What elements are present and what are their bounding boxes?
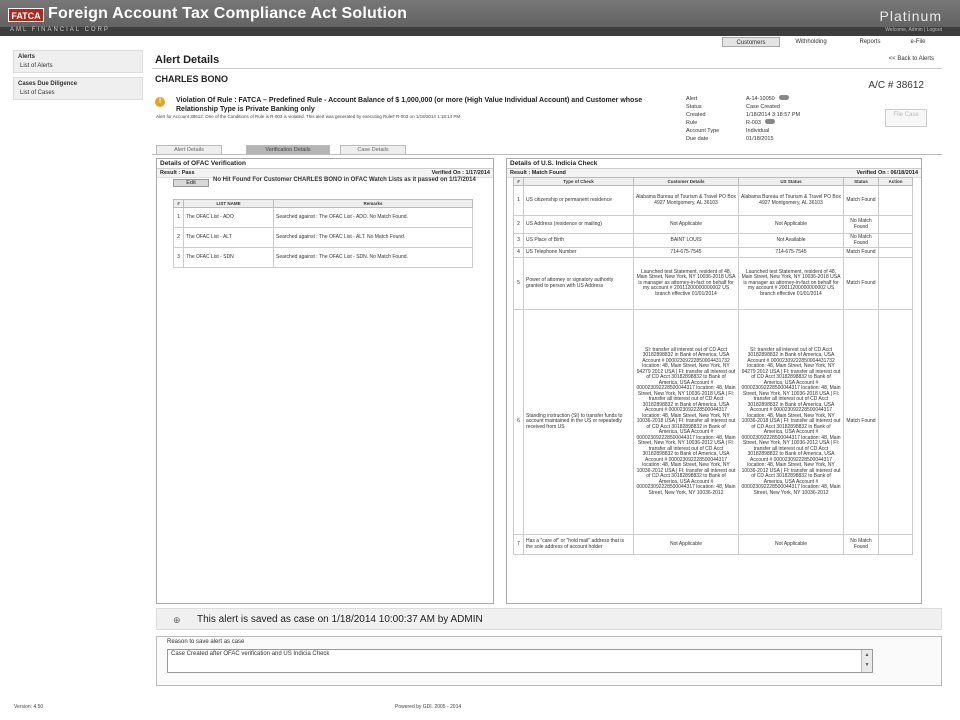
ofac-col-list: LIST NAME [184,200,274,208]
sidebar [13,50,143,104]
app-title: Foreign Account Tax Compliance Act Solution [48,5,408,22]
info-key: Created [686,112,706,118]
cell-type: US citizenship or permanent residence [524,186,634,216]
cell-action[interactable] [879,186,913,216]
reason-textarea[interactable]: Case Created after OFAC verification and US Indicia Check [167,649,873,673]
cell-customer: 714-675-7545 [634,248,739,258]
table-row [174,228,473,248]
sidebar-item-list-of-alerts[interactable]: List of Alerts [20,63,53,69]
info-row-alert [686,95,876,103]
page-title: Alert Details [155,54,220,66]
warning-icon: ! [155,97,165,107]
cell-type: Standing instruction (SI) to transfer funds to account maintained in the US or repeatedly received from US [524,310,634,535]
ofac-verified: Verified On : 1/17/2014 [431,170,490,176]
fatca-logo: FATCA [8,8,44,22]
cell-num: 1 [174,208,184,228]
info-value: 01/18/2015 [746,136,774,142]
info-value: R-003 [746,120,761,126]
info-row-due-date [686,135,876,143]
cell-num: 2 [174,228,184,248]
ofac-panel [156,158,494,604]
cell-action[interactable] [879,234,913,248]
info-row-account-type [686,127,876,135]
info-value: 1/18/2014 3:18:57 PM [746,112,801,118]
ofac-panel-title: Details of OFAC Verification [157,159,493,169]
sidebar-section-alerts [13,50,143,73]
cell-status: No Match Found [844,234,879,248]
cell-num: 2 [514,216,524,234]
us-col-num: # [514,178,524,186]
cell-list: The OFAC List - ALT [184,228,274,248]
cell-list: The OFAC List - SDN [184,248,274,268]
sidebar-header-alerts[interactable]: Alerts [18,54,36,60]
cell-num: 4 [514,248,524,258]
cell-customer: Not Applicable [634,535,739,555]
cell-us-status: SI: transfer all interest out of CD Acct 30182898832 in Bank of America, USA Account # 00002309222850004431732 location: 48, Main Street, New York, NY 94279 2012 USA | FI: transfer all interest out of CD Acct 30182898832 to Bank of America, USA Account # 000023092228500044317 location: 48, Main Street, New York, NY 10036-2018 USA | FI: transfer all interest out of CD Acct 30182898832 in Bank of America, USA Account # 000023092228500044317 location: 48, Main Street, New York, NY 10036-2018 USA | FI: transfer all interest out of CD Acct 30182898832 in Bank of America, USA Account # 000023092228500044317 location: 48, Main Street, New York, NY 10036-2012 USA | FI: transfer all interest out of CD Acct 30182898832 to Bank of America, USA Account # 000023092228500044317 location: 48, Main Street, New York, NY 10036-2012 USA | FI: transfer all interest out of CD Acct 30182898832 to Bank of America, USA Account # 000023092228500044317 location: 48, Main Street, New York, NY 10036-2012 [739,310,844,535]
cell-action[interactable] [879,535,913,555]
file-case-button[interactable]: File Case [885,109,927,127]
tab-verification-details[interactable]: Verification Details [246,145,330,155]
table-row [174,208,473,228]
cell-customer: Not Applicable [634,216,739,234]
saved-as-case-text: This alert is saved as case on 1/18/2014 10:00:37 AM by ADMIN [197,614,483,625]
us-indicia-result: Result : Match Found [510,170,566,176]
nav-tab-withholding[interactable]: Withholding [795,39,827,45]
ofac-table [173,199,473,268]
footer-version: Version: 4.50 [14,704,44,710]
table-row [514,234,913,248]
table-row [514,310,913,535]
header-subbar [0,27,960,36]
back-to-alerts-link[interactable]: << Back to Alerts [888,56,934,62]
info-row-rule [686,119,876,127]
sidebar-item-list-of-cases[interactable]: List of Cases [20,90,55,96]
reason-label: Reason to save alert as case [167,639,245,645]
cell-customer: BAINT LOUIS [634,234,739,248]
info-row-status [686,103,876,111]
cell-num: 7 [514,535,524,555]
cell-us-status: 714-675-7545 [739,248,844,258]
table-row [174,248,473,268]
nav-tab-customers[interactable]: Customers [722,37,780,47]
cell-us-status: Not Available [739,234,844,248]
cell-us-status: Not Applicable [739,535,844,555]
cell-status: Match Found [844,258,879,310]
info-key: Rule [686,120,698,126]
info-key: Account Type [686,128,720,134]
alert-info-grid [686,95,876,143]
cell-customer: SI: transfer all interest out of CD Acct 30182898832 in Bank of America, USA Account # 00002309222850004431732 location: 48, Main Street, New York, NY 94279 2012 USA | FI: transfer all interest out of CD Acct 30182898832 to Bank of America, USA Account # 000023092228500044317 location: 48, Main Street, New York, NY 10036-2018 USA | FI: transfer all interest out of CD Acct 30182898832 in Bank of America, USA Account # 000023092228500044317 location: 48, Main Street, New York, NY 10036-2018 USA | FI: transfer all interest out of CD Acct 30182898832 in Bank of America, USA Account # 000023092228500044317 location: 48, Main Street, New York, NY 10036-2012 USA | FI: transfer all interest out of CD Acct 30182898832 to Bank of America, USA Account # 000023092228500044317 location: 48, Main Street, New York, NY 10036-2012 USA | FI: transfer all interest out of CD Acct 30182898832 to Bank of America, USA Account # 000023092228500044317 location: 48, Main Street, New York, NY 10036-2012 [634,310,739,535]
info-value: Individual [746,128,770,134]
cell-remarks: Searched against : The OFAC List - ADO. No Match Found. [274,208,473,228]
info-row-created [686,111,876,119]
cell-action[interactable] [879,216,913,234]
cell-customer: Launched test Statement, resident of 48, Main Street, New York, NY 10036-2018 USA is manager as attorney-in-fact on behalf for my account # 20011200000000002 US branch effective 01/01/2014 [634,258,739,310]
account-number: A/C # 38612 [868,80,924,91]
cell-num: 6 [514,310,524,535]
us-col-us-status: US Status [739,178,844,186]
cell-us-status: Not Applicable [739,216,844,234]
us-col-type: Type of Check [524,178,634,186]
ofac-edit-button[interactable]: Edit [173,179,209,187]
cell-status: Match Found [844,248,879,258]
ofac-col-num: # [174,200,184,208]
cell-status: No Match Found [844,216,879,234]
table-row [514,258,913,310]
title-divider [152,68,942,69]
cell-list: The OFAC List - ADO [184,208,274,228]
us-col-action: Action [879,178,913,186]
sidebar-section-cases [13,77,143,100]
cell-remarks: Searched against : The OFAC List - SDN. No Match Found. [274,248,473,268]
cell-status: No Match Found [844,535,879,555]
cell-remarks: Searched against : The OFAC List - ALT. No Match Found. [274,228,473,248]
info-value: Case Created [746,104,780,110]
cell-num: 1 [514,186,524,216]
cell-status: Match Found [844,310,879,535]
ofac-not-found-text: No Hit Found For Customer CHARLES BONO in OFAC Watch Lists as it passed on 1/17/2014 [213,177,476,183]
cell-type: Power of attorney or signatory authority granted to person with US Address [524,258,634,310]
table-row [514,216,913,234]
table-row [514,186,913,216]
footer-powered: Powered by GDI. 2005 - 2014 [395,704,462,710]
us-indicia-title: Details of U.S. Indicia Check [507,159,921,169]
cell-status: Match Found [844,186,879,216]
tab-alert-details[interactable]: Alert Details [156,145,222,155]
cell-num: 3 [514,234,524,248]
cell-type: US Telephone Number [524,248,634,258]
reason-box [156,636,942,686]
top-nav [720,36,960,48]
us-indicia-table [513,177,913,555]
cell-us-status: Launched test Statement, resident of 48, Main Street, New York, NY 10036-2018 USA is manager as attorney-in-fact on behalf for my account # 20011200000000002 US branch effective 01/01/2014 [739,258,844,310]
violation-text: Violation Of Rule : FATCA – Predefined Rule - Account Balance of $ 1,000,000 (or more (High Value Individual Account) and Customer whose Relationship Type is Private Banking only [176,97,643,113]
cell-type: Has a "care of" or "hold mail" address that is the sole address of account holder [524,535,634,555]
ofac-result: Result : Pass [160,170,195,176]
cell-num: 5 [514,258,524,310]
us-indicia-panel [506,158,922,604]
cell-action[interactable] [879,310,913,535]
info-key: Alert [686,96,698,102]
cell-num: 3 [174,248,184,268]
edition-label: Platinum [879,8,942,24]
cell-action[interactable] [879,248,913,258]
cell-type: US Address (residence or mailing) [524,216,634,234]
info-value: A-14-10050 [746,96,775,102]
us-indicia-verified: Verified On : 06/18/2014 [856,170,918,176]
collapse-icon[interactable]: ⊕ [173,615,181,625]
customer-name: CHARLES BONO [155,74,229,84]
nav-tab-efile[interactable]: e-File [910,39,926,45]
rule-info-icon[interactable] [765,119,775,124]
ofac-col-remarks: Remarks [274,200,473,208]
us-col-customer: Customer Details [634,178,739,186]
table-row [514,535,913,555]
user-links[interactable]: Welcome, Admin | Logout [885,27,942,33]
violation-subtext: Alert for Account 38612. One of the Conditions of Rule is R-003 is violated. This alert was generated by executing Rule# R-003 on 1/18/2014 1:18:14 PM [156,114,461,119]
cell-customer: Alabama Bureau of Tourism & Travel PO Box 4927 Montgomery, AL 36103 [634,186,739,216]
toggle-icon[interactable] [779,95,789,100]
cell-action[interactable] [879,258,913,310]
table-row [514,248,913,258]
us-col-status: Status [844,178,879,186]
cell-type: US Place of Birth [524,234,634,248]
saved-as-case-bar [156,608,942,630]
cell-us-status: Alabama Bureau of Tourism & Travel PO Box 4927 Montgomery, AL 36103 [739,186,844,216]
tab-case-details[interactable]: Case Details [340,145,406,155]
info-key: Due date [686,136,709,142]
app-subtitle: AML FINANCIAL CORP [10,27,110,33]
info-key: Status [686,104,702,110]
nav-tab-reports[interactable]: Reports [859,39,881,45]
sidebar-header-cases[interactable]: Cases Due Diligence [18,81,78,87]
reason-scrollbar[interactable]: ▲ ▼ [861,650,872,672]
tab-divider [152,154,942,155]
